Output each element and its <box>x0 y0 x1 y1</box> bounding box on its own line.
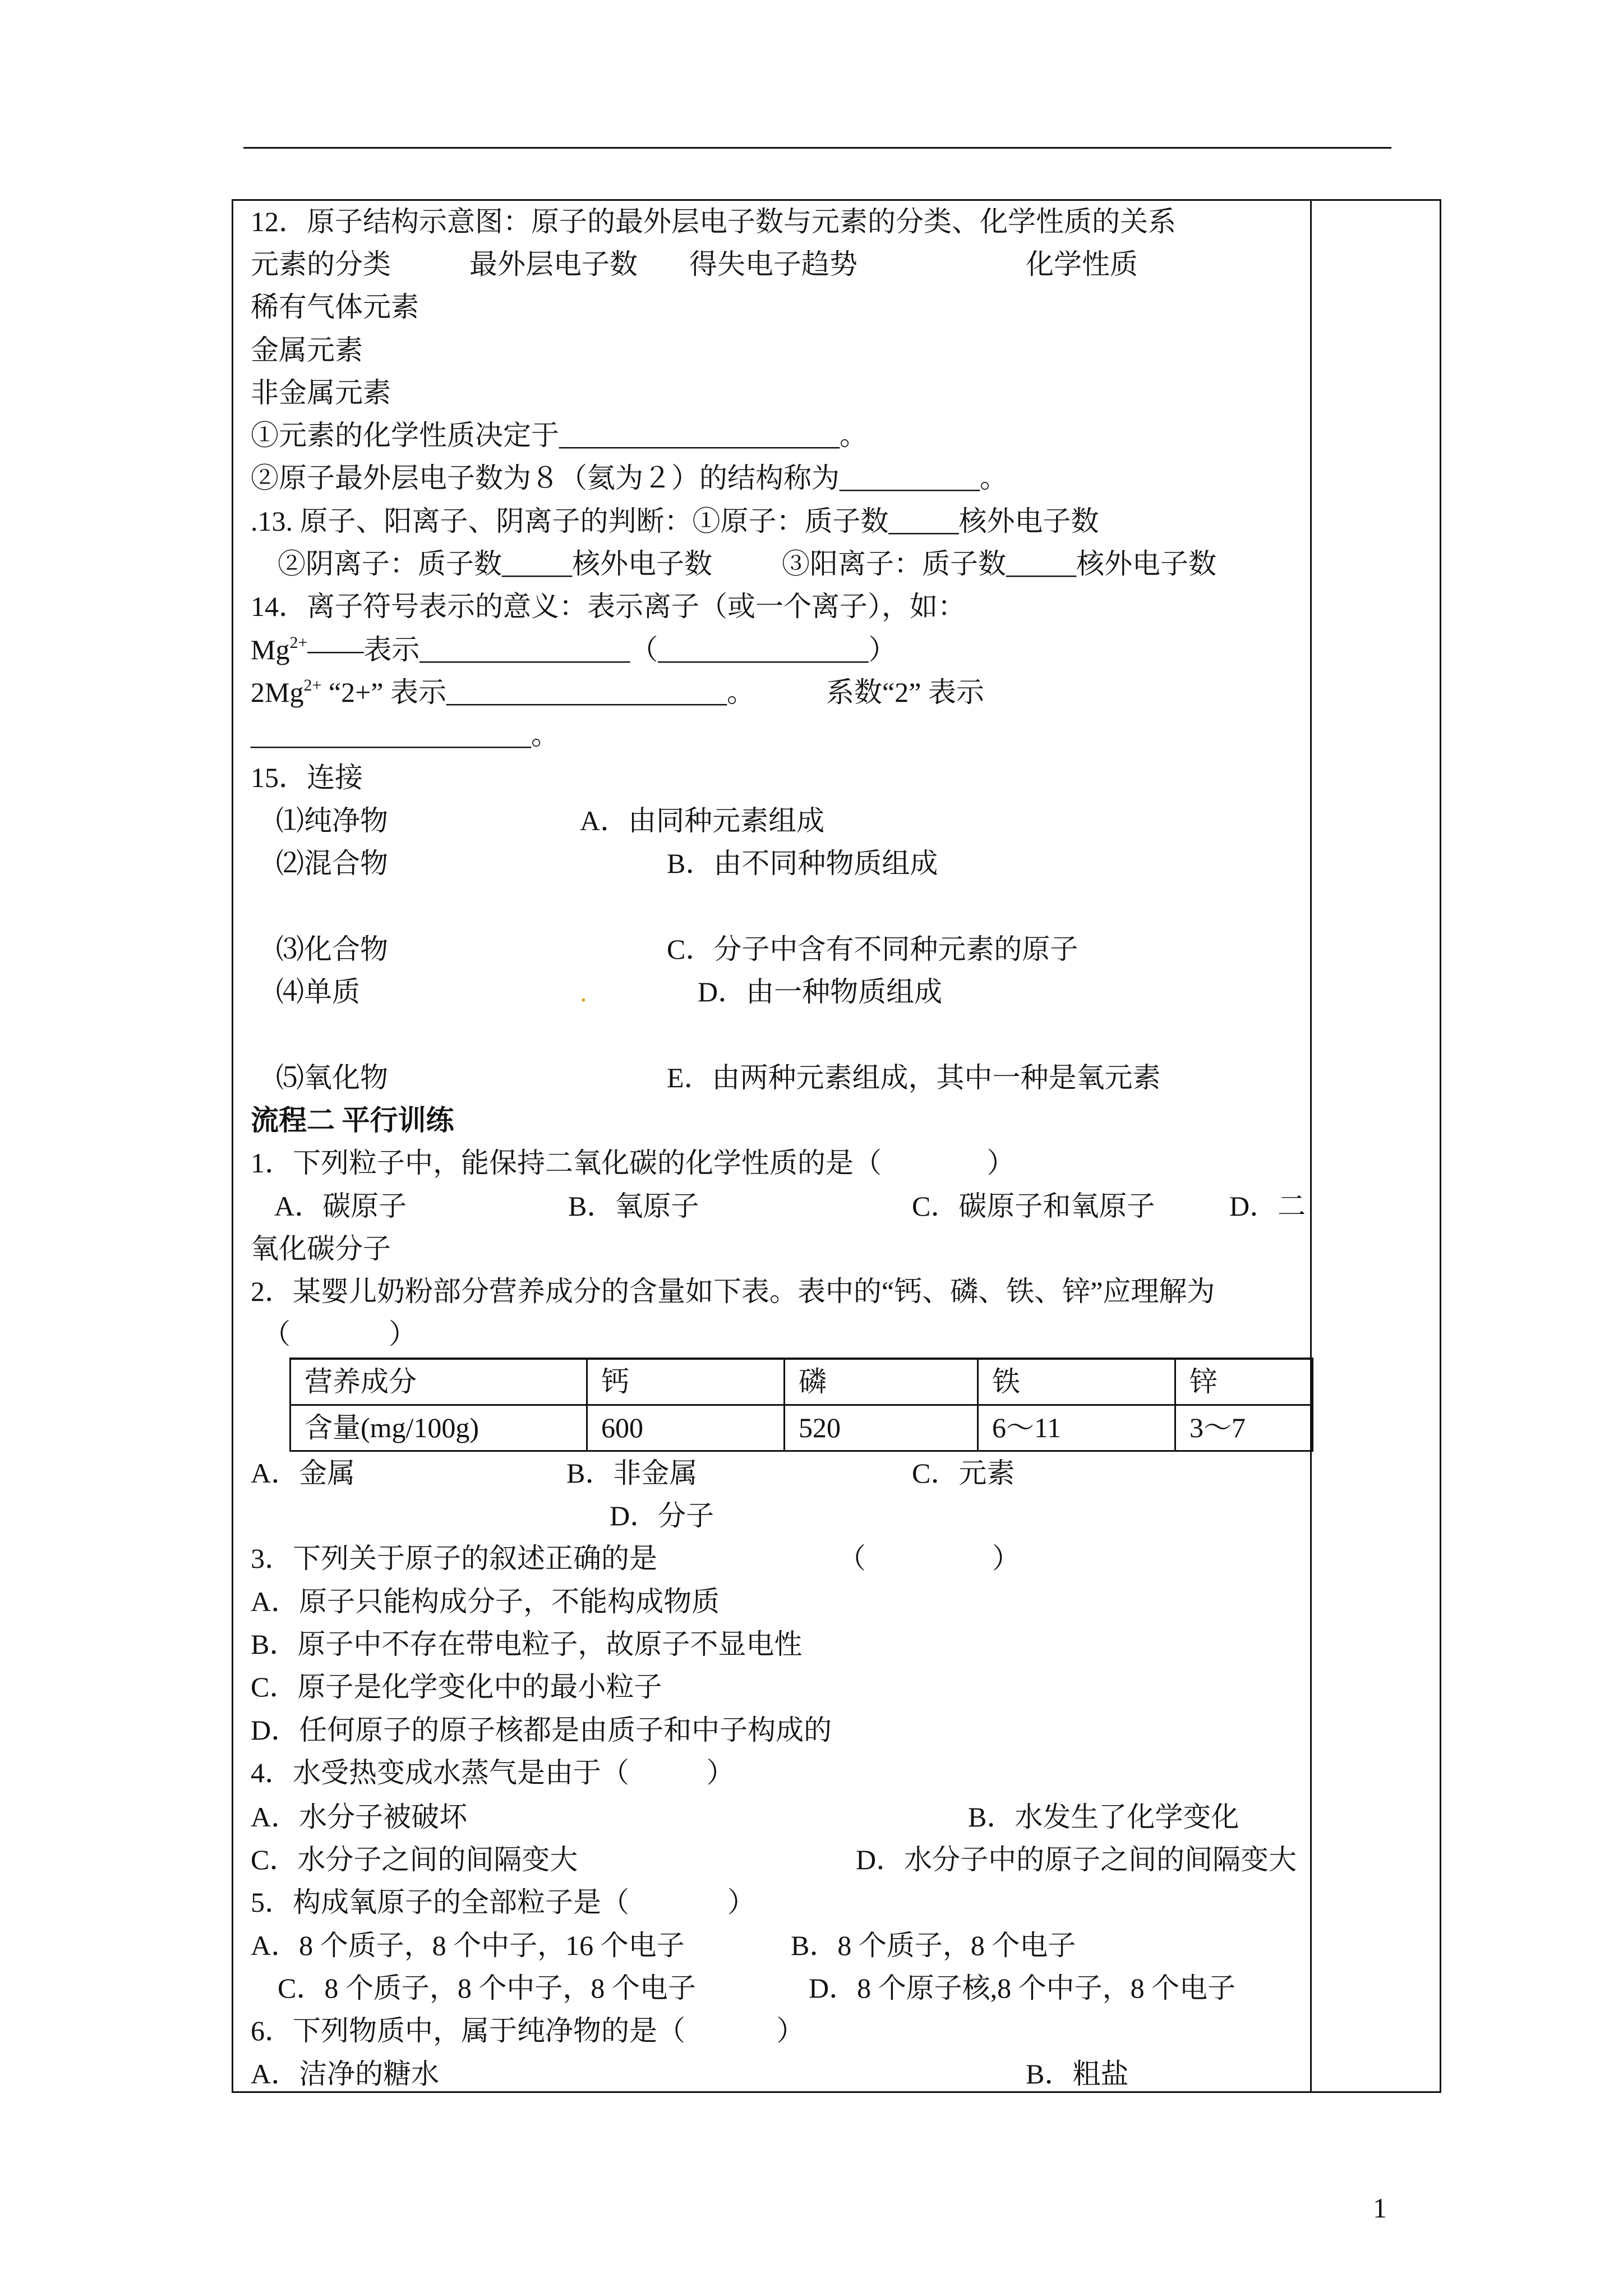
p5-option-b: B．8 个质子，8 个电子 <box>791 1930 1076 1961</box>
q12-row-metal: 金属元素 <box>251 334 363 366</box>
q13-cation: ③阳离子：质子数_____核外电子数 <box>782 548 1216 579</box>
q12-header-electron-tendency: 得失电子趋势 <box>689 249 857 280</box>
p6-stem: 6．下列物质中，属于纯净物的是（ ） <box>251 2015 805 2046</box>
p1-option-d: D．二 <box>1229 1190 1306 1222</box>
p4-option-c: C．水分子之间的间隔变大 <box>251 1844 578 1875</box>
q14-coefficient-prompt: 系数“2” 表示 <box>826 677 984 708</box>
ion-charge: 2+ <box>303 676 322 694</box>
ion-charge: 2+ <box>289 633 308 652</box>
p6-option-a: A．洁净的糖水 <box>251 2058 440 2090</box>
table-header-row <box>291 1359 1313 1405</box>
q15-right-item: A．由同种元素组成 <box>580 805 825 836</box>
q15-left-item: ⑷单质 <box>276 976 360 1007</box>
table-cell: 600 <box>587 1405 785 1451</box>
ion-symbol: Mg <box>251 634 290 665</box>
p5-option-a: A．8 个质子，8 个中子，16 个电子 <box>251 1930 685 1961</box>
p4-option-d: D．水分子中的原子之间的间隔变大 <box>856 1844 1297 1875</box>
p1-option-c: C．碳原子和氧原子 <box>912 1190 1155 1222</box>
p3-option-b: B．原子中不存在带电粒子，故原子不显电性 <box>251 1628 803 1660</box>
ion-symbol: 2Mg <box>251 677 304 708</box>
p4-option-b: B．水发生了化学变化 <box>968 1801 1239 1833</box>
table-cell: 含量(mg/100g) <box>291 1405 587 1451</box>
q12-title: 12．原子结构示意图：原子的最外层电子数与元素的分类、化学性质的关系 <box>251 206 1176 237</box>
p3-answer-blank: （ ） <box>838 1543 1020 1574</box>
table-cell: 营养成分 <box>291 1359 587 1405</box>
p3-option-a: A．原子只能构成分子，不能构成物质 <box>251 1586 720 1617</box>
p1-option-a: A．碳原子 <box>274 1190 407 1222</box>
q12-fill-blank-1: ①元素的化学性质决定于____________________。 <box>251 420 868 451</box>
p2-stem: 2．某婴儿奶粉部分营养成分的含量如下表。表中的“钙、磷、铁、锌”应理解为 <box>251 1276 1215 1307</box>
table-cell: 锌 <box>1175 1359 1313 1405</box>
nutrition-table <box>289 1358 1313 1452</box>
q15-title: 15．连接 <box>251 762 363 793</box>
p2-option-d: D．分子 <box>610 1500 714 1531</box>
q12-row-noble-gas: 稀有气体元素 <box>251 291 419 323</box>
p3-stem: 3．下列关于原子的叙述正确的是 <box>251 1543 657 1574</box>
p2-option-b: B．非金属 <box>566 1457 698 1489</box>
ion-example-text: ——表示_______________（_______________） <box>307 634 897 665</box>
q12-header-classification: 元素的分类 <box>251 249 391 280</box>
q13-line: .13. 原子、阳离子、阴离子的判断：①原子：质子数_____核外电子数 <box>251 505 1099 537</box>
page-number: 1 <box>1373 2192 1387 2224</box>
table-cell: 铁 <box>978 1359 1175 1405</box>
p4-option-a: A．水分子被破坏 <box>251 1801 468 1833</box>
p5-option-c: C．8 个质子，8 个中子，8 个电子 <box>278 1972 696 2004</box>
q14-example-2mg <box>251 675 755 709</box>
p1-option-d-wrap: 氧化碳分子 <box>251 1233 391 1264</box>
p6-option-b: B．粗盐 <box>1026 2058 1129 2090</box>
q12-header-chemical-property: 化学性质 <box>1026 249 1138 280</box>
q15-left-item: ⑴纯净物 <box>276 805 388 836</box>
q14-example-mg <box>251 633 896 666</box>
ion-example-text: “2+” 表示____________________。 <box>321 677 755 708</box>
p2-option-c: C．元素 <box>912 1457 1015 1489</box>
p2-answer-blank: （ ） <box>262 1318 417 1350</box>
q15-left-item: ⑵混合物 <box>276 848 388 879</box>
table-cell: 520 <box>785 1405 978 1451</box>
header-rule <box>243 147 1391 149</box>
p1-stem: 1．下列粒子中，能保持二氧化碳的化学性质的是（ ） <box>251 1147 1015 1179</box>
q12-row-nonmetal: 非金属元素 <box>251 377 391 408</box>
q13-anion: ②阴离子：质子数_____核外电子数 <box>278 548 712 579</box>
p1-option-b: B．氧原子 <box>568 1190 699 1222</box>
q14-title: 14．离子符号表示的意义：表示离子（或一个离子），如： <box>251 591 966 622</box>
table-row <box>291 1405 1313 1451</box>
table-cell: 磷 <box>785 1359 978 1405</box>
q15-right-item: E．由两种元素组成，其中一种是氧元素 <box>667 1062 1161 1093</box>
p3-option-d: D．任何原子的原子核都是由质子和中子构成的 <box>251 1714 832 1746</box>
section-heading: 流程二 平行训练 <box>251 1105 454 1136</box>
q12-fill-blank-2: ②原子最外层电子数为８（氦为２）的结构称为__________。 <box>251 462 1008 494</box>
table-cell: 3～7 <box>1175 1405 1313 1451</box>
table-cell: 6～11 <box>978 1405 1175 1451</box>
q15-left-item: ⑸氧化物 <box>276 1062 388 1093</box>
q15-right-item: B．由不同种物质组成 <box>667 848 938 879</box>
q15-left-item: ⑶化合物 <box>276 933 388 965</box>
p2-option-a: A．金属 <box>251 1457 356 1489</box>
p4-stem: 4．水受热变成水蒸气是由于（ ） <box>251 1757 735 1788</box>
margin-column-divider <box>1310 199 1312 2093</box>
p5-option-d: D．8 个原子核,8 个中子，8 个电子 <box>809 1972 1236 2004</box>
q14-coefficient-blank: ____________________。 <box>251 719 559 751</box>
q15-right-item: C．分子中含有不同种元素的原子 <box>667 933 1078 965</box>
p5-stem: 5．构成氧原子的全部粒子是（ ） <box>251 1887 755 1918</box>
stray-mark: . <box>580 976 587 1007</box>
q12-header-outer-electrons: 最外层电子数 <box>469 249 638 280</box>
table-cell: 钙 <box>587 1359 785 1405</box>
q15-right-item: D．由一种物质组成 <box>698 976 943 1007</box>
p3-option-c: C．原子是化学变化中的最小粒子 <box>251 1671 662 1703</box>
